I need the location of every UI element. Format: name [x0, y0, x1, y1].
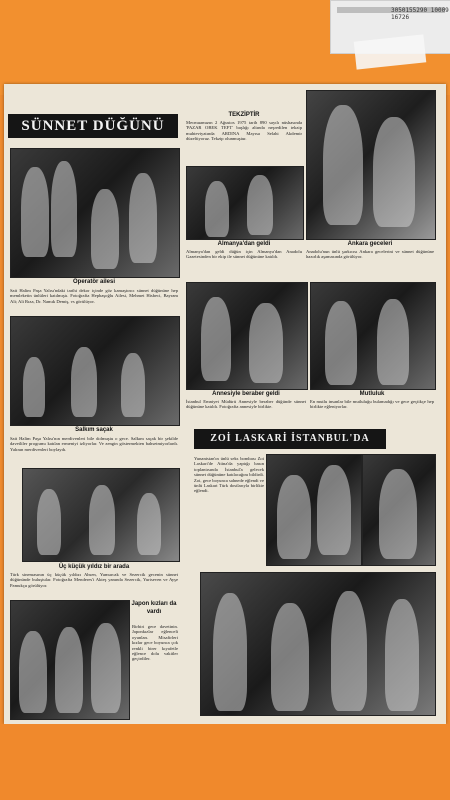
- caption-salkim-sacak: Salkım saçak: [75, 427, 113, 433]
- text-almanya: Almanya'dan geldi düğün için Almanya'dan Anadolu Gazetesinden bir ekip ile sünnet düğününe katıldı.: [186, 249, 302, 260]
- background-bottom: [0, 724, 450, 800]
- caption-japanese-girls: Japon kızları da vardı: [131, 601, 177, 615]
- text-operator-family: Sait Halim Paşa Yalısı'ndaki tarihi dekor içinde göz kamaştırıcı sünnet düğününe hep memleketin ünlüleri katılmıştı. Fotoğrafta Hepbaşoğlu Ailesi, Mehmet Hisbeci, Bayram Ali; Ali Rıza, Dr. Namık Demiş, vs görülüyor.: [10, 288, 178, 304]
- photo-almanya: [186, 166, 304, 240]
- caption-annesiyle: Annesiyle beraber geldi: [212, 391, 280, 397]
- text-three-stars: Türk sinemasının üç küçük yıldızı Ahsen, Yumurcak ve Sezercik gecenin sünnet düğününde buluştular. Fotoğrafta Menderes'i Akteş yanında Sezercik, Yurtseven ve Ayşe Pamukçu görülüyor.: [10, 572, 178, 588]
- tekzip-text: Mecmuamızın 2 Ağustos 1975 tarih 890 sayılı nüshasında 'PAZAR OBEK TEFT' başlığı altında neşredilen tekzip muhteviyatında ARDINA Mayısa Selahi Akdemir düzeltiyoruz. Tekzip olunmuştur.: [186, 120, 302, 142]
- caption-almanya: Almanya'dan geldi: [217, 241, 271, 247]
- caption-ankara: Ankara geceleri: [347, 241, 393, 247]
- caption-operator-family: Operatör ailesi: [72, 279, 116, 285]
- caption-mutluluk: Mutluluk: [359, 391, 385, 397]
- photo-japanese-girls: [10, 600, 130, 720]
- magazine-page: [4, 84, 446, 724]
- photo-operator-family: [10, 148, 180, 278]
- sticker-code: 3050155290 1000916726: [391, 7, 449, 21]
- photo-three-stars: [22, 468, 180, 562]
- section-title-zoi: ZOİ LASKARİ İSTANBUL'DA: [194, 429, 386, 449]
- photo-annesiyle: [186, 282, 308, 390]
- text-salkim-sacak: Sait Halim Paşa Yalısı'nın merdivenleri bile dolmuştu o gece. Salkım saçak bir şekilde davetliler programı katılan ermeniyi izliyorlar. Ve zengin göstermekten bahsetmiyorlardı. Yalının merdivenleri boylaydı.: [10, 436, 178, 452]
- photo-zoi-2: [362, 454, 436, 566]
- photo-ankara: [306, 90, 436, 240]
- caption-three-stars: Üç küçük yıldız bir arada: [58, 564, 130, 570]
- photo-mutluluk: [310, 282, 436, 390]
- text-ankara: Anadolu'nun ünlü şarkıcısı Ankara gecelerini ve sünnet düğününe hazırlık aşamasında görülüyor.: [306, 249, 434, 260]
- text-japanese-girls: Birbiri gece davetinin. Japonkızlar eğlenceli oyunları. Misafirleri kızlar gece boyunca çok renkli birer kıyafetle eğlence dolu vakitler geçirdiler.: [132, 624, 178, 662]
- text-mutluluk: En mutlu insanlar bile mutluluğu bulamadığı ve gece geçtikçe hep birlikte eğleniyorlar.: [310, 399, 434, 410]
- tekzip-heading: TEKZİPTİR: [228, 112, 260, 118]
- text-annesiyle: İstanbul Emniyet Müdürü Annesiyle beraber düğünde sünnet düğününe katıldı. Fotoğrafta annesiyle birlikte.: [186, 399, 306, 410]
- section-title-sunnet: SÜNNET DÜĞÜNÜ: [8, 114, 178, 138]
- photo-zoi-1: [266, 454, 362, 566]
- text-zoi: Yunanistan'ın ünlü seks bombası Zoi Laskari'de Atina'da yaptığı basın toplantısında İstanbul'a gelecek sünnet düğününe katılacağını bildirdi. Zoi, gece boyunca sahnede eğlendi ve ünlü Laskari Türk dostlarıyla birlikte eğlendi.: [194, 456, 264, 494]
- photo-zoi-3: [200, 572, 436, 716]
- photo-salkim-sacak: [10, 316, 180, 426]
